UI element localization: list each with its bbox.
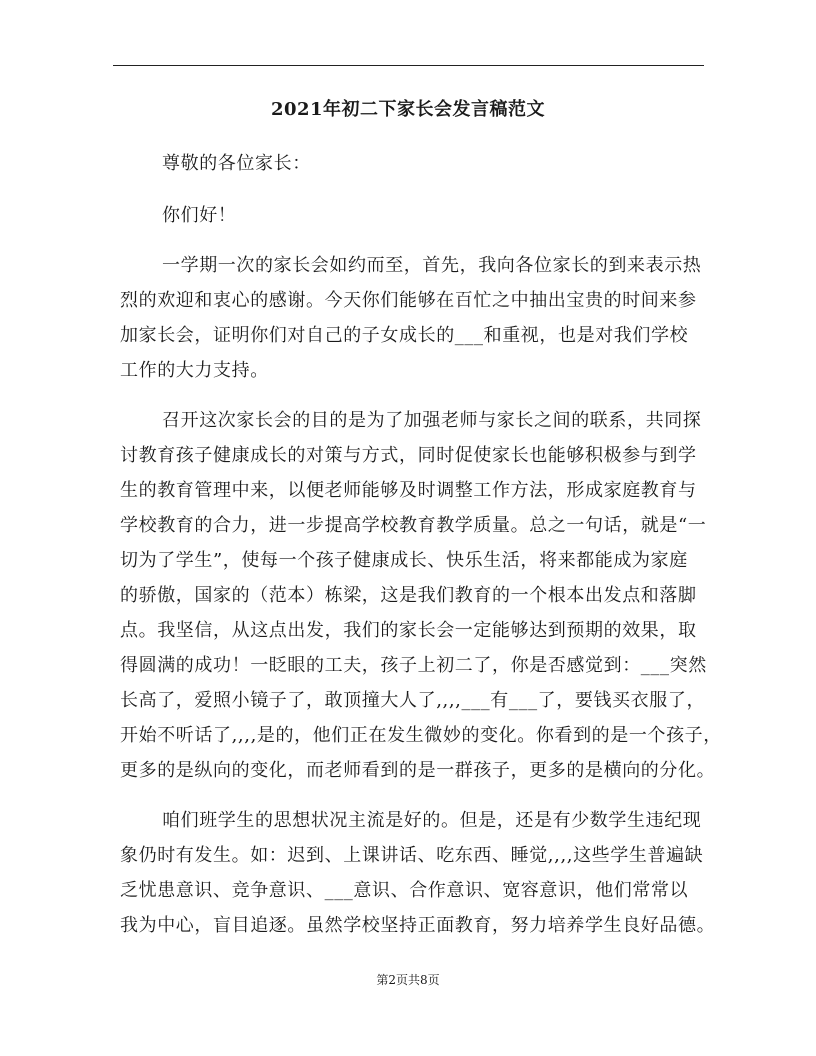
header-rule [113,65,704,66]
body-line: 象仍时有发生。如：迟到、上课讲话、吃东西、睡觉,,,,这些学生普遍缺 [120,845,704,866]
body-line: 更多的是纵向的变化，而老师看到的是一群孩子，更多的是横向的分化。 [120,760,716,781]
body-line: 讨教育孩子健康成长的对策与方式，同时促使家长也能够积极参与到学 [120,445,697,466]
body-line: 我为中心，盲目追逐。虽然学校坚持正面教育，努力培养学生良好品德。 [120,915,716,936]
body-line: 得圆满的成功！一眨眼的工夫，孩子上初二了，你是否感觉到：___突然 [120,655,707,676]
document-title: 2021年初二下家长会发言稿范文 [270,99,546,120]
body-line: 烈的欢迎和衷心的感谢。今天你们能够在百忙之中抽出宝贵的时间来参 [120,290,697,311]
body-line: 生的教育管理中来，以便老师能够及时调整工作方法，形成家庭教育与 [120,480,697,501]
body-line: 切为了学生”，使每一个孩子健康成长、快乐生活，将来都能成为家庭 [120,550,688,571]
body-line: 召开这次家长会的目的是为了加强老师与家长之间的联系，共同探 [162,410,702,431]
body-line: 开始不听话了,,,,是的，他们正在发生微妙的变化。你看到的是一个孩子， [120,725,722,746]
body-line: 长高了，爱照小镜子了，敢顶撞大人了,,,,___有___了，要钱买衣服了， [120,690,706,711]
page-footer: 第2页共8页 [376,973,440,987]
body-line: 学校教育的合力，进一步提高学校教育教学质量。总之一句话，就是“一 [120,515,707,536]
body-line: 一学期一次的家长会如约而至，首先，我向各位家长的到来表示热 [162,255,702,276]
body-line: 加家长会，证明你们对自己的子女成长的___和重视，也是对我们学校 [120,325,689,346]
body-line: 点。我坚信，从这点出发，我们的家长会一定能够达到预期的效果，取 [120,620,697,641]
body-line: 工作的大力支持。 [120,360,269,381]
body-line: 乏忧患意识、竞争意识、___意识、合作意识、宽容意识，他们常常以 [120,880,689,901]
body-line: 的骄傲，国家的（范本）栋梁，这是我们教育的一个根本出发点和落脚 [120,585,697,606]
body-line: 咱们班学生的思想状况主流是好的。但是，还是有少数学生违纪现 [162,810,702,831]
body-line: 尊敬的各位家长： [162,153,311,174]
body-line: 你们好！ [162,205,237,226]
